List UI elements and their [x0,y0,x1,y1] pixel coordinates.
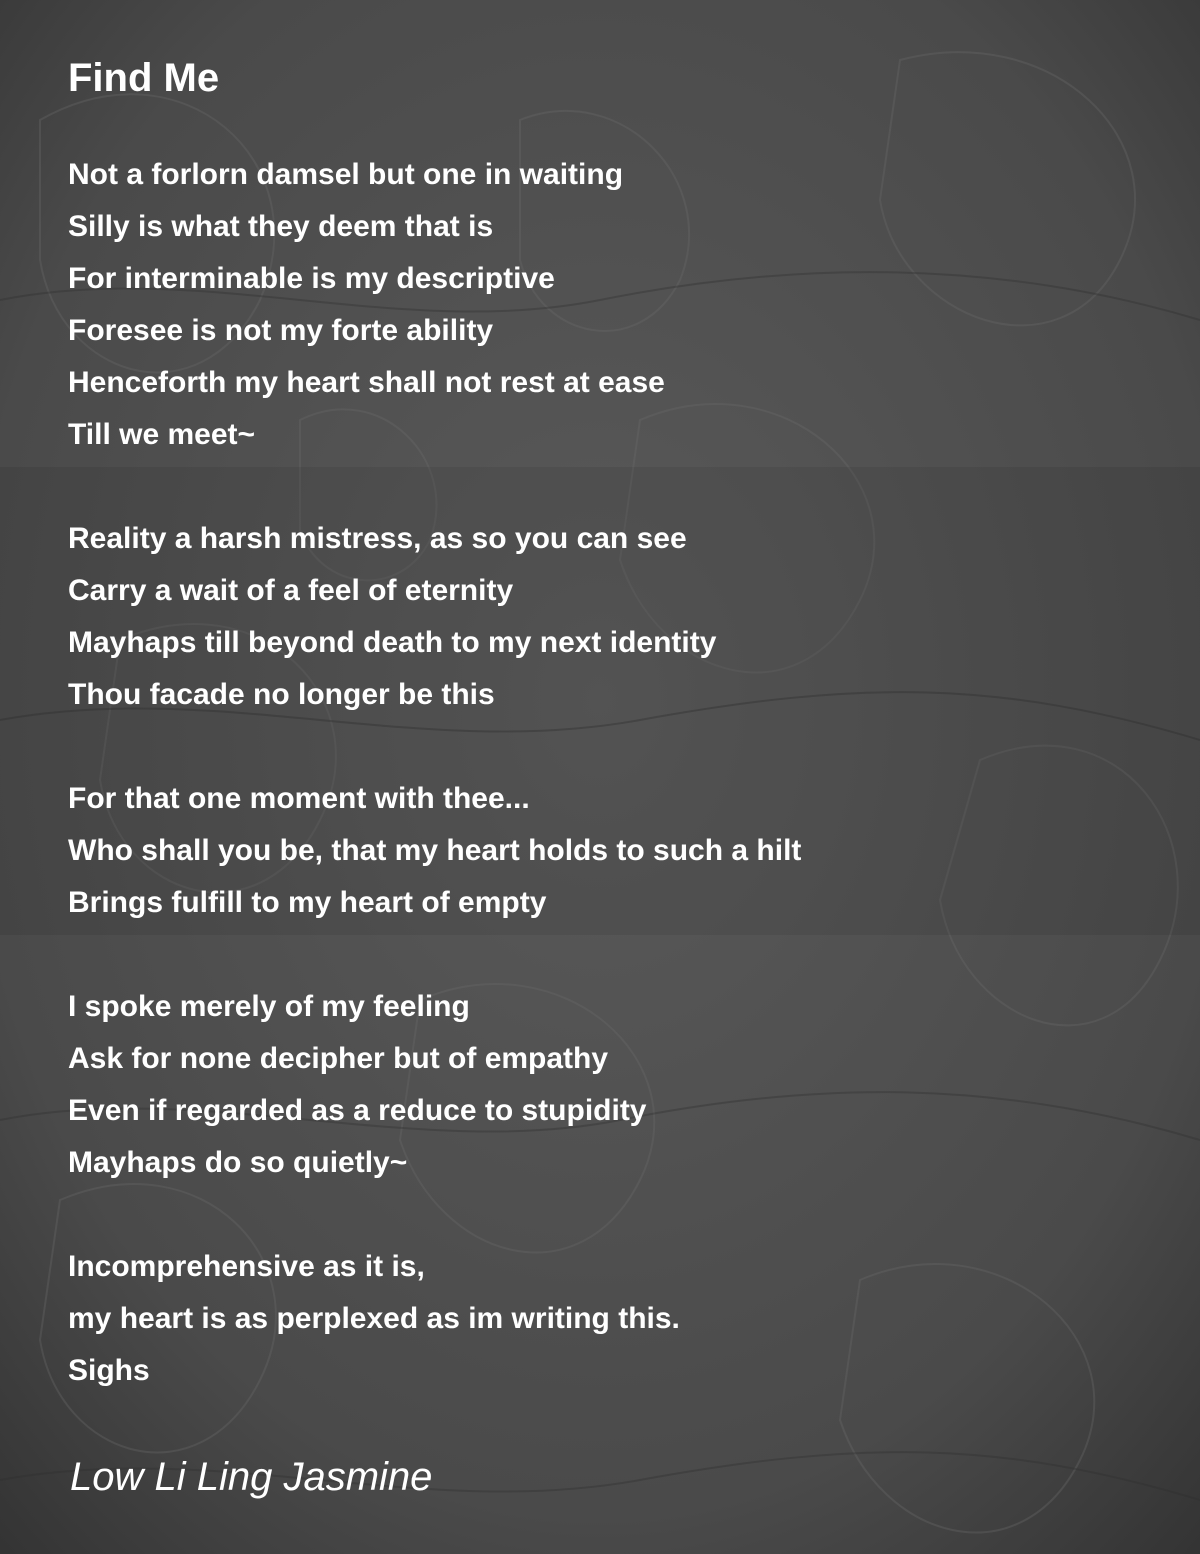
poem-line: my heart is as perplexed as im writing this. [68,1302,680,1335]
poem-line: Silly is what they deem that is [68,210,494,243]
poem-line: For that one moment with thee... [68,782,530,815]
poem-line: Foresee is not my forte ability [68,314,494,347]
poem-line: Incomprehensive as it is, [68,1250,425,1283]
stanza-2 [68,513,716,721]
poem-line: Thou facade no longer be this [68,678,495,711]
poem-line: Till we meet~ [68,418,256,451]
poem-line: Reality a harsh mistress, as so you can see [68,522,687,555]
stanza-4 [68,981,647,1189]
poem-line: Mayhaps till beyond death to my next identity [68,626,717,659]
poem-line: Not a forlorn damsel but one in waiting [68,158,624,191]
poem-line: Ask for none decipher but of empathy [68,1042,609,1075]
poem-line: Carry a wait of a feel of eternity [68,574,514,607]
poem-line: Sighs [68,1354,150,1387]
poem-line: For interminable is my descriptive [68,262,555,295]
stanza-3 [68,773,801,929]
poem-line: I spoke merely of my feeling [68,990,470,1023]
poem-title: Find Me [68,56,220,100]
poem-line: Who shall you be, that my heart holds to such a hilt [68,834,802,867]
poem-line: Henceforth my heart shall not rest at ease [68,366,665,399]
poem-author: Low Li Ling Jasmine [70,1455,433,1499]
poem-line: Even if regarded as a reduce to stupidity [68,1094,647,1127]
poem-line: Mayhaps do so quietly~ [68,1146,408,1179]
stanza-5 [68,1241,680,1397]
stanza-1 [68,149,665,461]
poem-line: Brings fulfill to my heart of empty [68,886,547,919]
